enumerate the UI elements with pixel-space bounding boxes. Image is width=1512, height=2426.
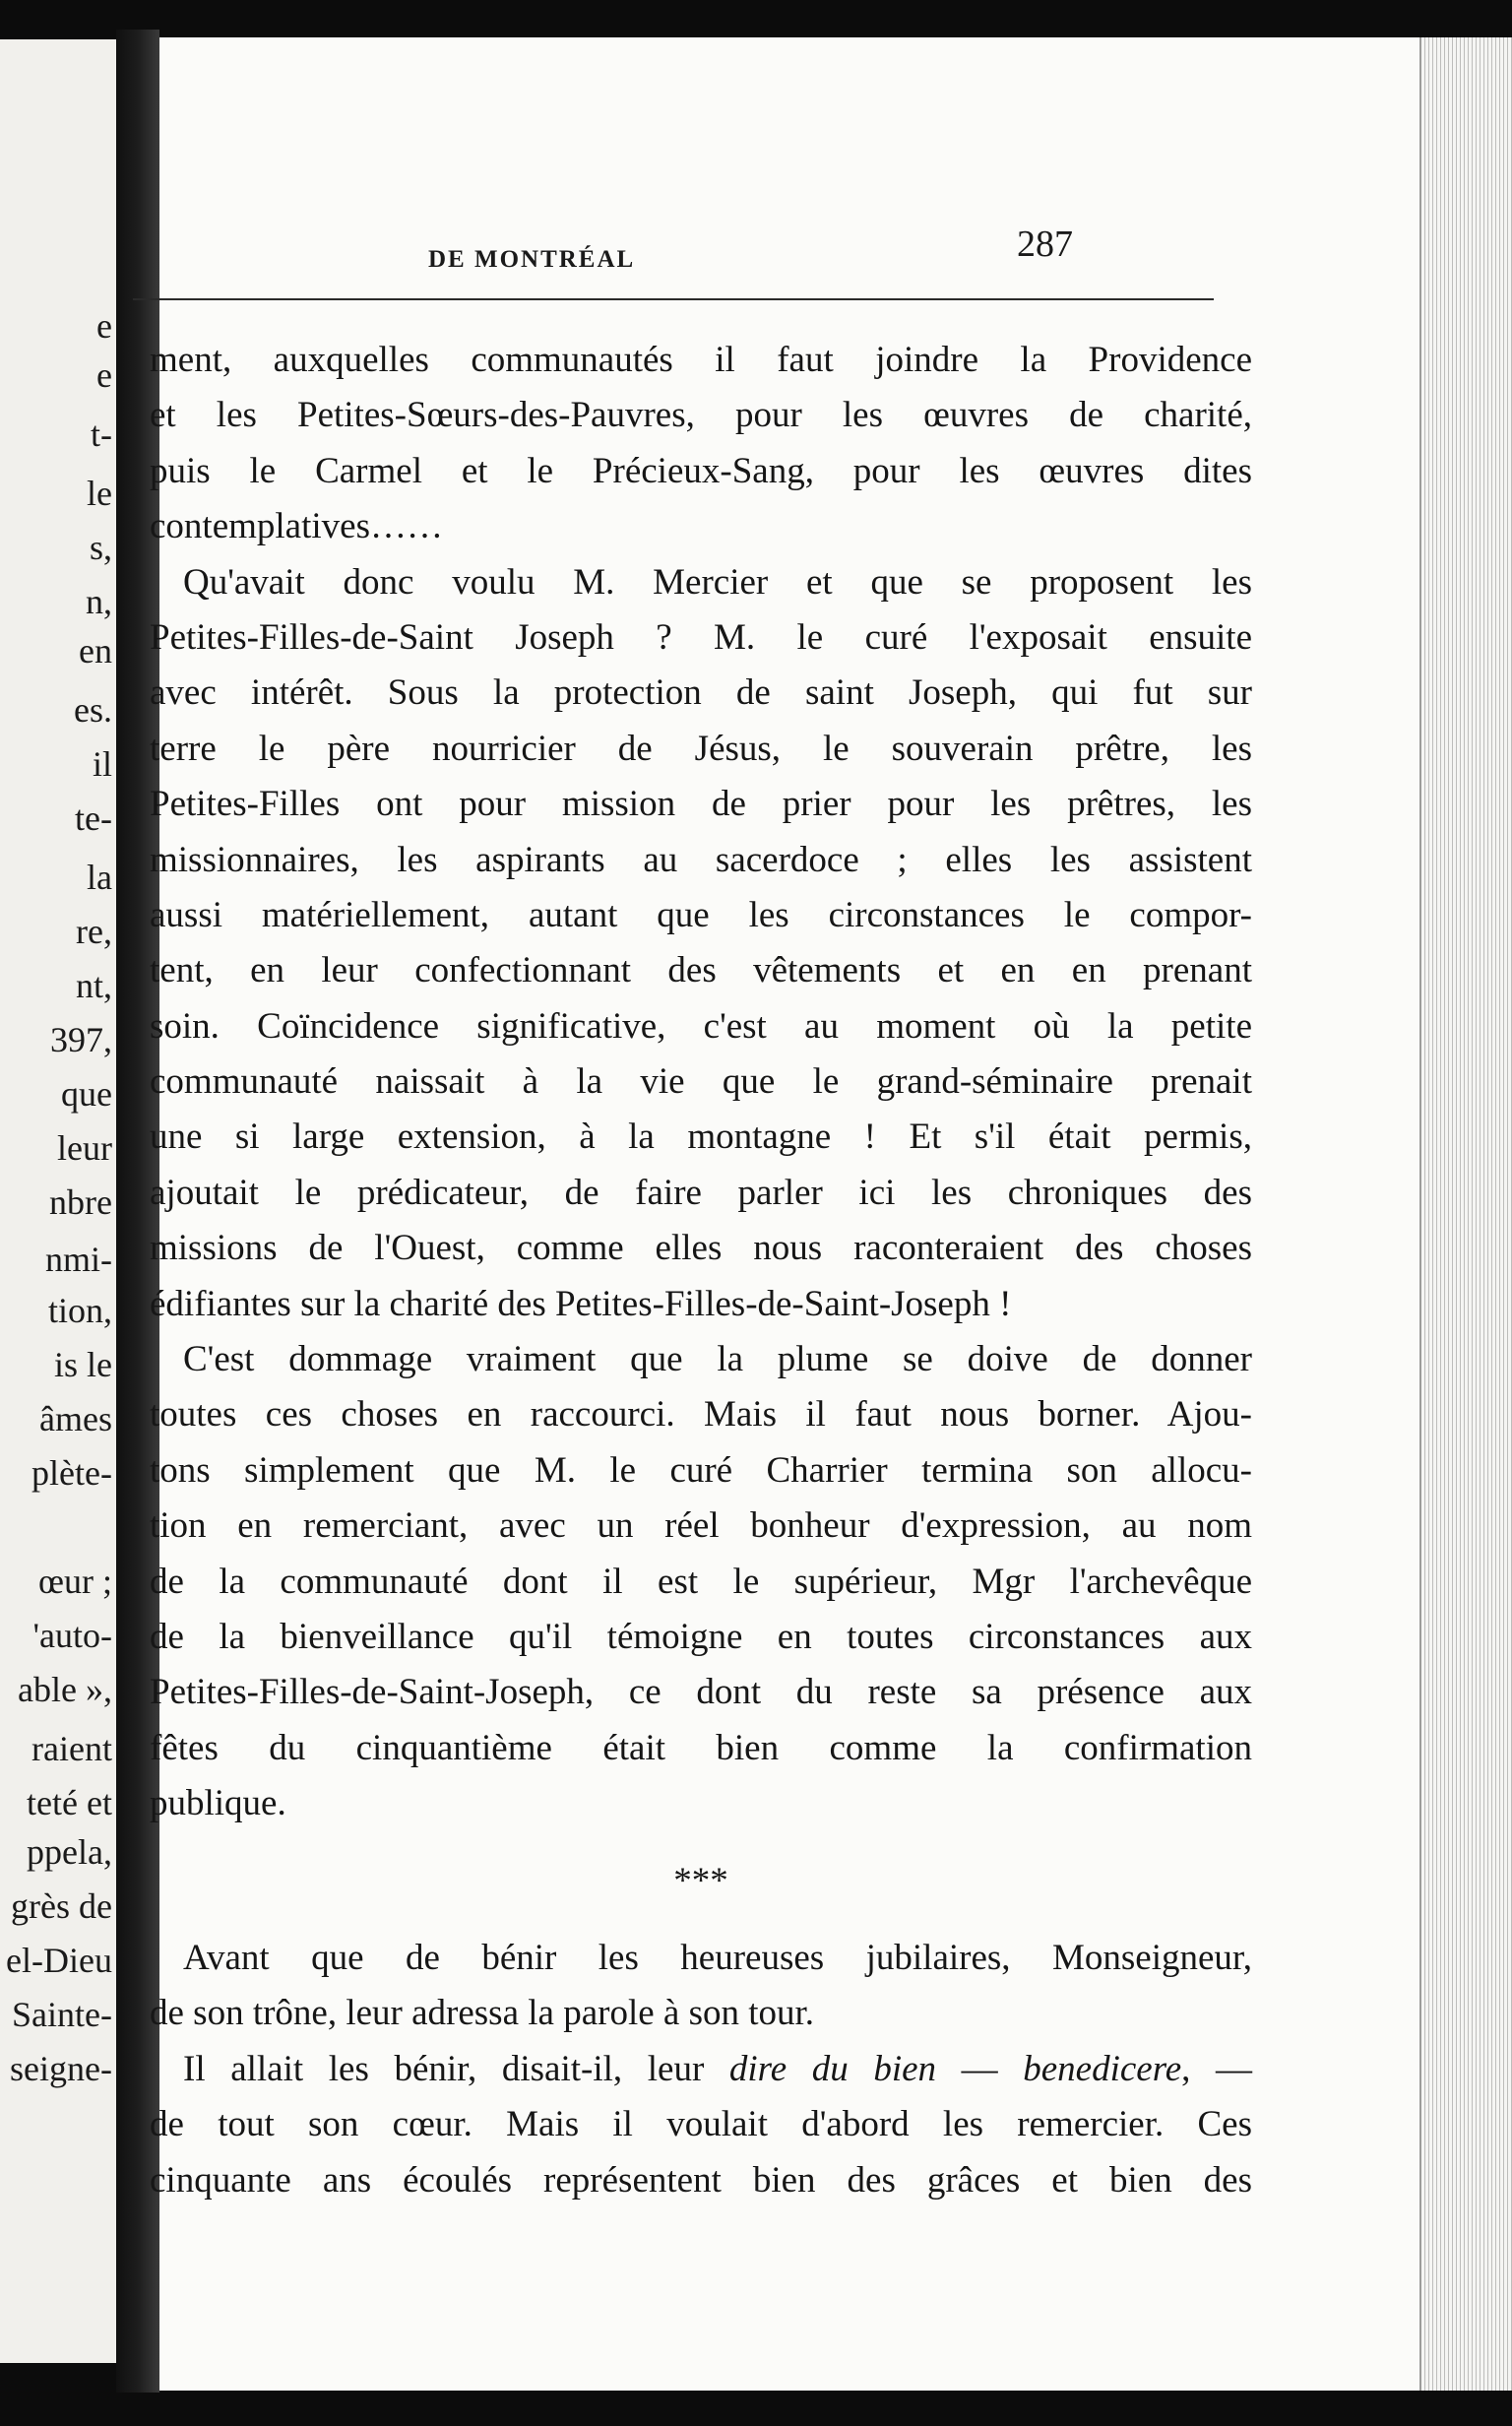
text-line: contemplatives…… (150, 506, 443, 547)
text-line: cinquante ans écoulés représentent bien des grâces et bien des (150, 2159, 1252, 2201)
page-number: 287 (1017, 223, 1073, 265)
italic-phrase: benedicere (1023, 2048, 1182, 2089)
italic-phrase: dire du bien (728, 2048, 937, 2089)
left-page-fragment: 'auto- (32, 1616, 112, 1655)
text-line: ajoutait le prédicateur, de faire parler ici les chroniques des (150, 1172, 1252, 1213)
left-page-fragment: la (87, 858, 112, 897)
left-page-fragment: able », (18, 1670, 112, 1709)
section-spacer (150, 1832, 1252, 1854)
text-line: ment, auxquelles communautés il faut joindre la Providence (150, 340, 1252, 380)
text-line: et les Petites-Sœurs-des-Pauvres, pour les œuvres de charité, (150, 395, 1252, 436)
left-page-fragment: que (61, 1074, 112, 1114)
text-line: une si large extension, à la montagne ! Et s'il était permis, (150, 1117, 1252, 1158)
text-line: soin. Coïncidence significative, c'est au moment où la petite (150, 1005, 1252, 1047)
left-page-fragment: grès de (11, 1886, 112, 1926)
text-line: missions de l'Ouest, comme elles nous raconteraient des choses (150, 1228, 1252, 1269)
left-page-fragment: e (96, 306, 112, 346)
left-page-fragment: s, (89, 528, 112, 567)
text-line: aussi matériellement, autant que les circonstances le compor- (150, 894, 1252, 935)
left-page-fragment: il (92, 744, 112, 784)
text-line: fêtes du cinquantième était bien comme la confirmation (150, 1727, 1252, 1768)
body-text (150, 333, 1252, 2208)
running-header-title: DE MONTRÉAL (428, 246, 636, 273)
text-line: de tout son cœur. Mais il voulait d'abord les remercier. Ces (150, 2104, 1252, 2145)
text-line: tons simplement que M. le curé Charrier termina son allocu- (150, 1449, 1252, 1491)
left-page-fragment: en (79, 631, 112, 670)
left-page-fragment: Sainte- (12, 1995, 112, 2034)
left-page-fragment: nmi- (45, 1240, 112, 1279)
left-page-fragment: n, (86, 582, 112, 621)
left-page-fragment: es. (74, 690, 112, 730)
text-line: Petites-Filles-de-Saint Joseph ? M. le curé l'exposait ensuite (150, 616, 1252, 658)
text-line: puis le Carmel et le Précieux-Sang, pour les œuvres dites (150, 450, 1252, 491)
text-line: de la communauté dont il est le supérieur, Mgr l'archevêque (150, 1561, 1252, 1602)
left-page-fragment: leur (57, 1128, 112, 1168)
left-page-fragment: re, (76, 912, 112, 951)
page-edges (1419, 37, 1512, 2391)
text-line: tion en remerciant, avec un réel bonheur d'expression, au nom (150, 1505, 1252, 1547)
text-line: tent, en leur confectionnant des vêtements et en en prenant (150, 950, 1252, 991)
section-asterism: *** (673, 1860, 728, 1901)
text-line: Qu'avait donc voulu M. Mercier et que se proposent les (183, 561, 1252, 603)
text-line: de la bienveillance qu'il témoigne en toutes circonstances aux (150, 1616, 1252, 1657)
left-page-fragment: e (96, 355, 112, 395)
left-page-fragment: œur ; (38, 1562, 112, 1601)
left-page-fragment: el-Dieu (6, 1941, 112, 1980)
text-line: publique. (150, 1783, 286, 1824)
text-line: Petites-Filles ont pour mission de prier pour les prêtres, les (150, 784, 1252, 825)
left-page-fragment: le (87, 474, 112, 513)
left-page-fragment: raient (32, 1729, 112, 1768)
left-page-fragment: plète- (32, 1453, 112, 1493)
left-page-fragment: teté et (27, 1783, 112, 1822)
left-page-fragment: âmes (39, 1399, 112, 1438)
left-page-fragment: 397, (50, 1020, 112, 1059)
text-line: édifiantes sur la charité des Petites-Filles-de-Saint-Joseph ! (150, 1283, 1012, 1324)
text-line: C'est dommage vraiment que la plume se doive de donner (183, 1339, 1252, 1380)
text-line: terre le père nourricier de Jésus, le souverain prêtre, les (150, 728, 1252, 769)
text-line: communauté naissait à la vie que le grand-séminaire prenait (150, 1061, 1252, 1103)
header-rule (133, 298, 1214, 300)
text-line: Il allait les bénir, disait-il, leur dire du bien — benedicere, — (183, 2048, 1253, 2089)
text-line: avec intérêt. Sous la protection de saint Joseph, qui fut sur (150, 672, 1252, 714)
left-page-fragment: ppela, (27, 1832, 112, 1872)
left-facing-page (0, 39, 116, 2363)
left-page-fragment: t- (91, 415, 112, 454)
text-line: Petites-Filles-de-Saint-Joseph, ce dont du reste sa présence aux (150, 1672, 1252, 1713)
left-page-fragment: nbre (49, 1182, 112, 1222)
left-page-fragment: te- (75, 798, 112, 838)
text-line: toutes ces choses en raccourci. Mais il faut nous borner. Ajou- (150, 1394, 1252, 1436)
text-line: Avant que de bénir les heureuses jubilaires, Monseigneur, (183, 1937, 1252, 1978)
left-page-fragment: seigne- (10, 2049, 112, 2088)
left-page-fragment: is le (54, 1345, 112, 1384)
text-line: de son trône, leur adressa la parole à son tour. (150, 1993, 815, 2034)
left-page-fragment: nt, (75, 966, 112, 1005)
left-page-fragment: tion, (47, 1291, 112, 1330)
section-spacer (150, 1909, 1252, 1931)
text-line: missionnaires, les aspirants au sacerdoce ; elles les assistent (150, 839, 1252, 880)
